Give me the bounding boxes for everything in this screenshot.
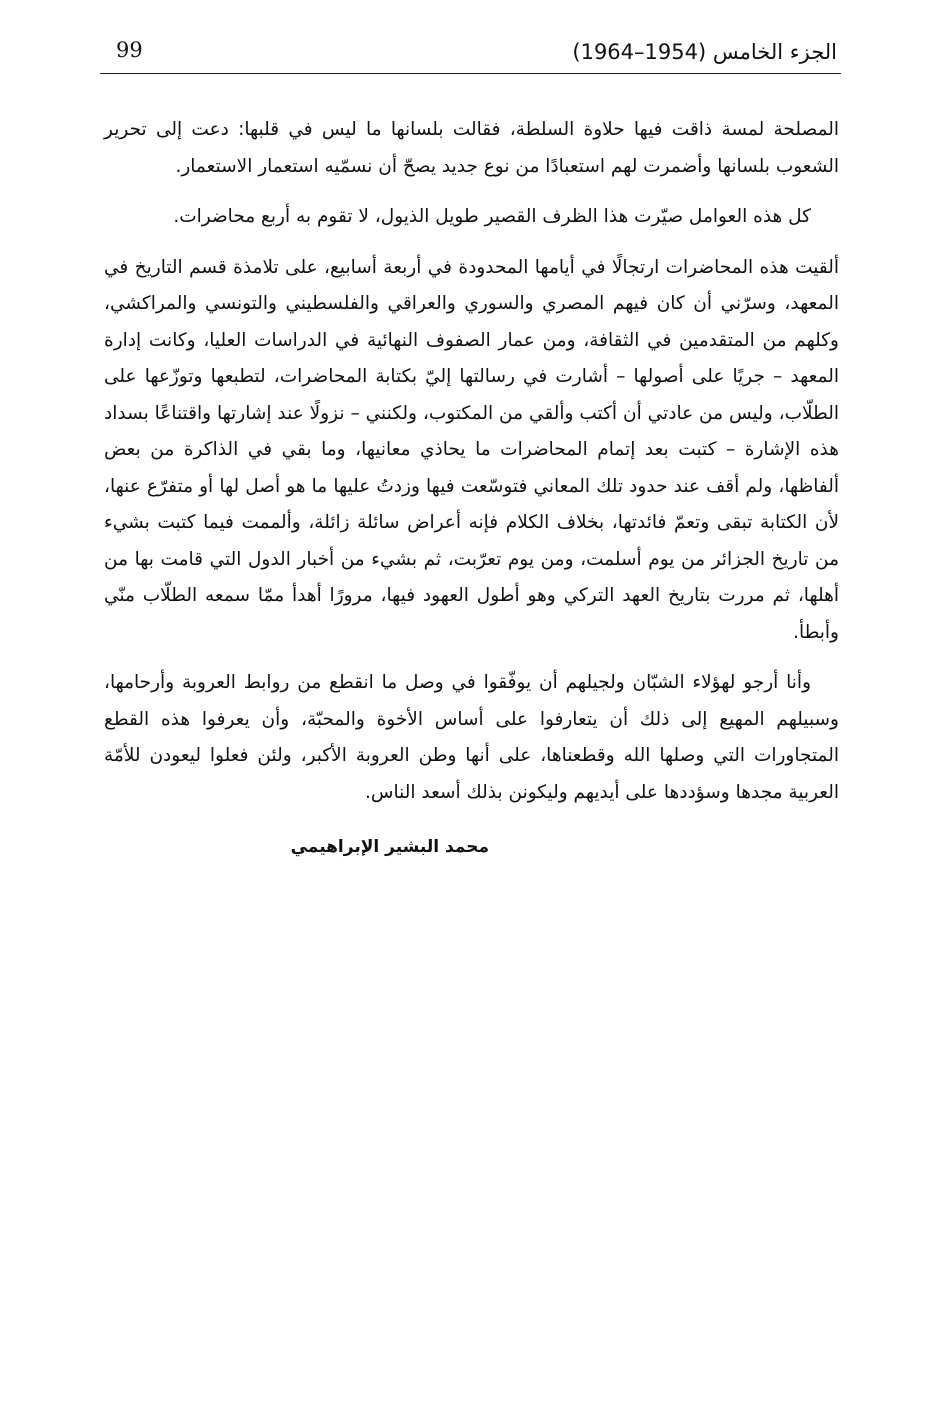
paragraph-2: كل هذه العوامل صيّرت هذا الظرف القصير طويل الذيول، لا تقوم به أربع محاضرات. xyxy=(173,206,811,227)
body-text xyxy=(104,112,839,866)
running-header xyxy=(100,34,841,74)
author-signature: محمد البشير الإبراهيمي xyxy=(290,837,489,857)
running-title: الجزء الخامس (1954–1964) xyxy=(572,40,837,64)
page-number: 99 xyxy=(116,38,143,62)
header-rule xyxy=(100,73,841,74)
paragraph-4: وأنا أرجو لهؤلاء الشبّان ولجيلهم أن يوفّقوا في وصل ما انقطع من روابط العروبة وأرحامها، وسبيلهم المهيع إلى ذلك أن يتعارفوا على أساس الأخوة والمحبّة، وأن يعرفوا هذه القطع المتجاورات التي وصلها الله وقطعناها، على أنها وطن العروبة الأكبر، ولئن فعلوا ليعودن للأمّة العربية مجدها وسؤددها على أيديهم وليكونن بذلك أسعد الناس. xyxy=(104,672,839,803)
paragraph-3: ألقيت هذه المحاضرات ارتجالًا في أيامها المحدودة في أربعة أسابيع، على تلامذة قسم التاريخ في المعهد، وسرّني أن كان فيهم المصري والسوري والعراقي والفلسطيني والتونسي والمراكشي، وكلهم من المتقدمين في الثقافة، ومن عمار الصفوف النهائية في الدراسات العليا، وكانت إدارة المعهد – جريًا على أصولها – أشارت في رسالتها إليّ بكتابة المحاضرات، لتطبعها وتوزّعها على الطلّاب، وليس من عادتي أن أكتب وألقي من المكتوب، ولكنني – نزولًا عند إشارتها واقتناعًا بسداد هذه الإشارة – كتبت بعد إتمام المحاضرات ما يحاذي معانيها، وما بقي في الذاكرة من بعض ألفاظها، ولم أقف عند حدود تلك المعاني فتوسّعت فيها وزدتُ عليها ما هو أصل لها أو متفرّع عنها، لأن الكتابة تبقى وتعمّ فائدتها، بخلاف الكلام فإنه أعراض سائلة زائلة، وألممت فيما كتبت بشيء من تاريخ الجزائر من يوم أسلمت، ومن يوم تعرّبت، ثم بشيء من أخبار الدول التي قامت بها من أهلها، ثم مررت بتاريخ العهد التركي وهو أطول العهود فيها، مرورًا أهدأ ممّا سمعه الطلّاب منّي وأبطأ. xyxy=(104,256,839,643)
paragraph-1: المصلحة لمسة ذاقت فيها حلاوة السلطة، فقالت بلسانها ما ليس في قلبها: دعت إلى تحرير الشعوب بلسانها وأضمرت لهم استعبادًا من نوع جديد يصحّ أن نسمّيه استعمار الاستعمار. xyxy=(104,119,839,177)
